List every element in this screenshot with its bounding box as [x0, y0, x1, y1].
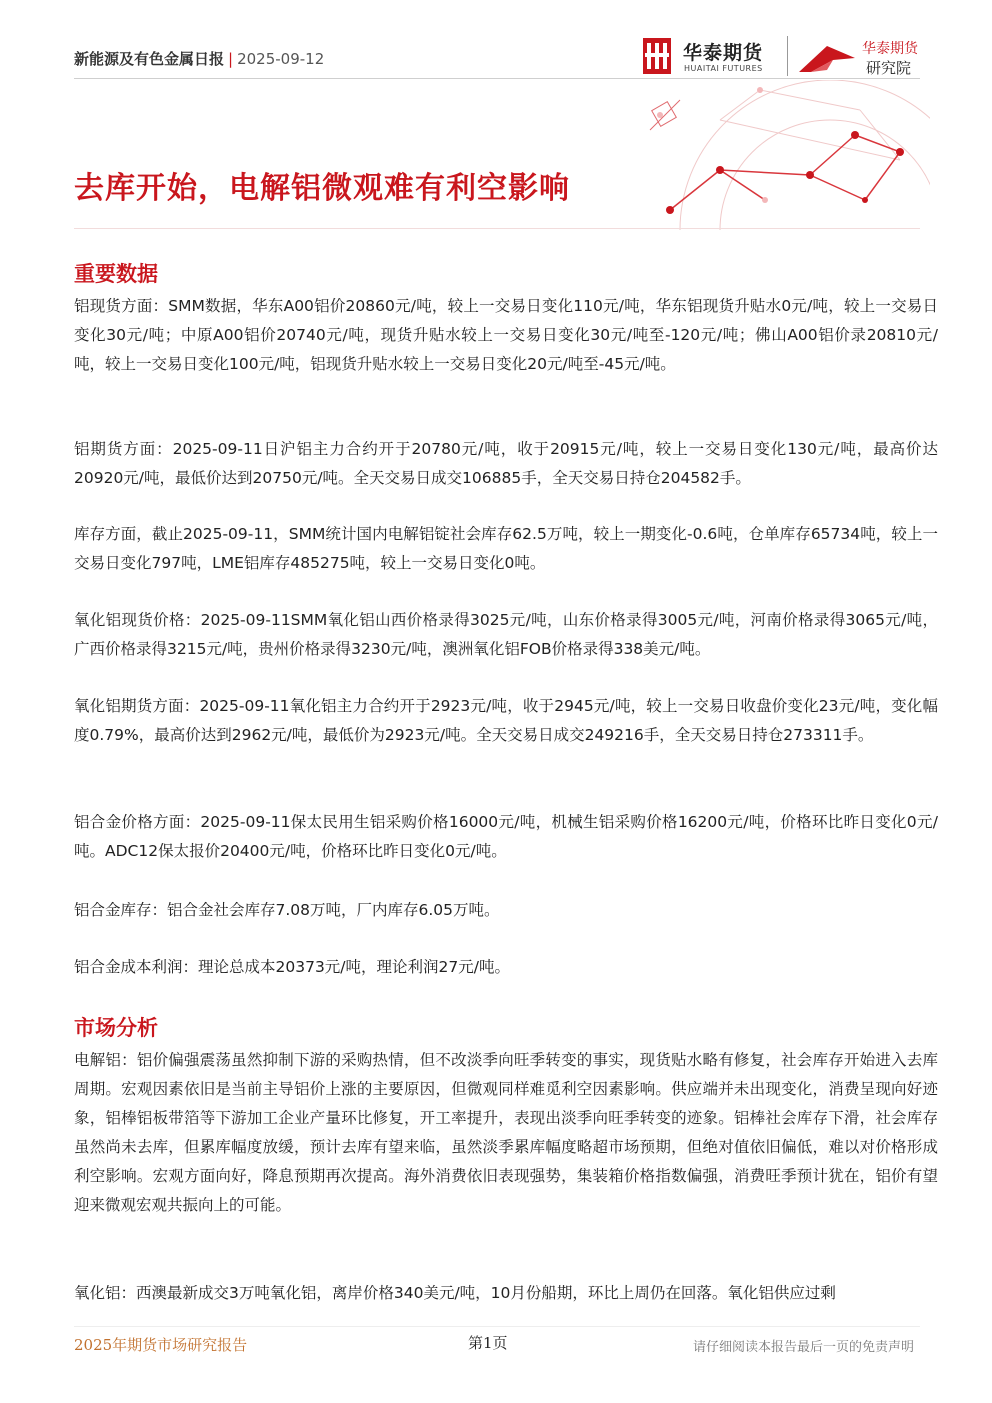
report-date: 2025-09-12	[237, 50, 325, 68]
company-name-cn: 华泰期货	[683, 42, 764, 64]
report-title: 去库开始，电解铝微观难有利空影响	[74, 171, 570, 206]
disclaimer-note: 请仔细阅读本报告最后一页的免责声明	[692, 1340, 914, 1355]
paragraph-inventory: 库存方面，截止2025-09-11，SMM统计国内电解铝锭社会库存62.5万吨，较上一期变化-0.6吨，仓单库存65734吨，较上一交易日变化797吨，LME铝库存485275吨，较上一交易日变化0吨。	[74, 525, 938, 572]
paragraph-aluminum-spot: 铝现货方面：SMM数据，华东A00铝价20860元/吨，较上一交易日变化110元/吨，华东铝现货升贴水0元/吨，较上一交易日变化30元/吨；中原A00铝价20740元/吨，现货升贴水较上一交易日变化30元/吨至-120元/吨；佛山A00铝价录20810元/吨，较上一交易日变化100元/吨，铝现货升贴水较上一交易日变化20元/吨至-45元/吨。	[74, 297, 938, 373]
institute-name: 华泰期货	[862, 41, 918, 57]
company-name-en: HUAITAI FUTURES	[684, 64, 763, 73]
page-number: 第1页	[468, 1334, 508, 1352]
paragraph-aluminum-futures: 铝期货方面：2025-09-11日沪铝主力合约开于20780元/吨，收于20915元/吨，较上一交易日变化130元/吨，最高价达20920元/吨，最低价达到20750元/吨。全天交易日成交106885手，全天交易日持仓204582手。	[74, 440, 938, 487]
paragraph-alloy-profit: 铝合金成本利润：理论总成本20373元/吨，理论利润27元/吨。	[74, 958, 510, 976]
paragraph-alloy-inventory: 铝合金库存：铝合金社会库存7.08万吨，厂内库存6.05万吨。	[74, 901, 500, 919]
banner-bottom-rule	[74, 228, 920, 229]
institute-subtitle: 研究院	[866, 59, 912, 77]
paragraph-alumina-futures: 氧化铝期货方面：2025-09-11氧化铝主力合约开于2923元/吨，收于2945元/吨，较上一交易日收盘价变化23元/吨，变化幅度0.79%，最高价达到2962元/吨，最低价为2923元/吨。全天交易日成交249216手，全天交易日持仓273311手。	[74, 697, 938, 744]
paragraph-electrolytic-aluminum: 电解铝：铝价偏强震荡虽然抑制下游的采购热情，但不改淡季向旺季转变的事实，现货贴水略有修复，社会库存开始进入去库周期。宏观因素依旧是当前主导铝价上涨的主要原因，但微观同样难觅利空因素影响。供应端并未出现变化，消费呈现向好迹象，铝棒铝板带箔等下游加工企业产量环比修复，开工率提升，表现出淡季向旺季转变的迹象。铝棒社会库存下滑，社会库存虽然尚未去库，但累库幅度放缓，预计去库有望来临，虽然淡季累库幅度略超市场预期，但绝对值依旧偏低，难以对价格形成利空影响。宏观方面向好，降息预期再次提高。海外消费依旧表现强势，集装箱价格指数偏强，消费旺季预计犹在，铝价有望迎来微观宏观共振向上的可能。	[74, 1051, 938, 1214]
report-header	[74, 48, 324, 69]
network-graphic-icon	[600, 80, 930, 230]
report-name: 新能源及有色金属日报	[74, 50, 225, 68]
paragraph-alloy-price: 铝合金价格方面：2025-09-11保太民用生铝采购价格16000元/吨，机械生铝采购价格16200元/吨，价格环比昨日变化0元/吨。ADC12保太报价20400元/吨，价格环比昨日变化0元/吨。	[74, 813, 938, 860]
footer-divider	[74, 1326, 920, 1327]
footer-report-name: 2025年期货市场研究报告	[74, 1336, 248, 1354]
header-divider	[74, 78, 920, 79]
logo-divider	[787, 36, 788, 76]
header-separator: |	[228, 50, 234, 68]
institute-logo-icon	[797, 40, 857, 76]
section-heading-key-data: 重要数据	[74, 262, 158, 286]
paragraph-alumina-analysis: 氧化铝：西澳最新成交3万吨氧化铝，离岸价格340美元/吨，10月份船期，环比上周仍在回落。氧化铝供应过剩	[74, 1284, 836, 1302]
huatai-logo-icon	[643, 38, 671, 74]
paragraph-alumina-spot: 氧化铝现货价格：2025-09-11SMM氧化铝山西价格录得3025元/吨，山东价格录得3005元/吨，河南价格录得3065元/吨，广西价格录得3215元/吨，贵州价格录得3230元/吨，澳洲氧化铝FOB价格录得338美元/吨。	[74, 611, 938, 658]
section-heading-market-analysis: 市场分析	[74, 1016, 158, 1040]
